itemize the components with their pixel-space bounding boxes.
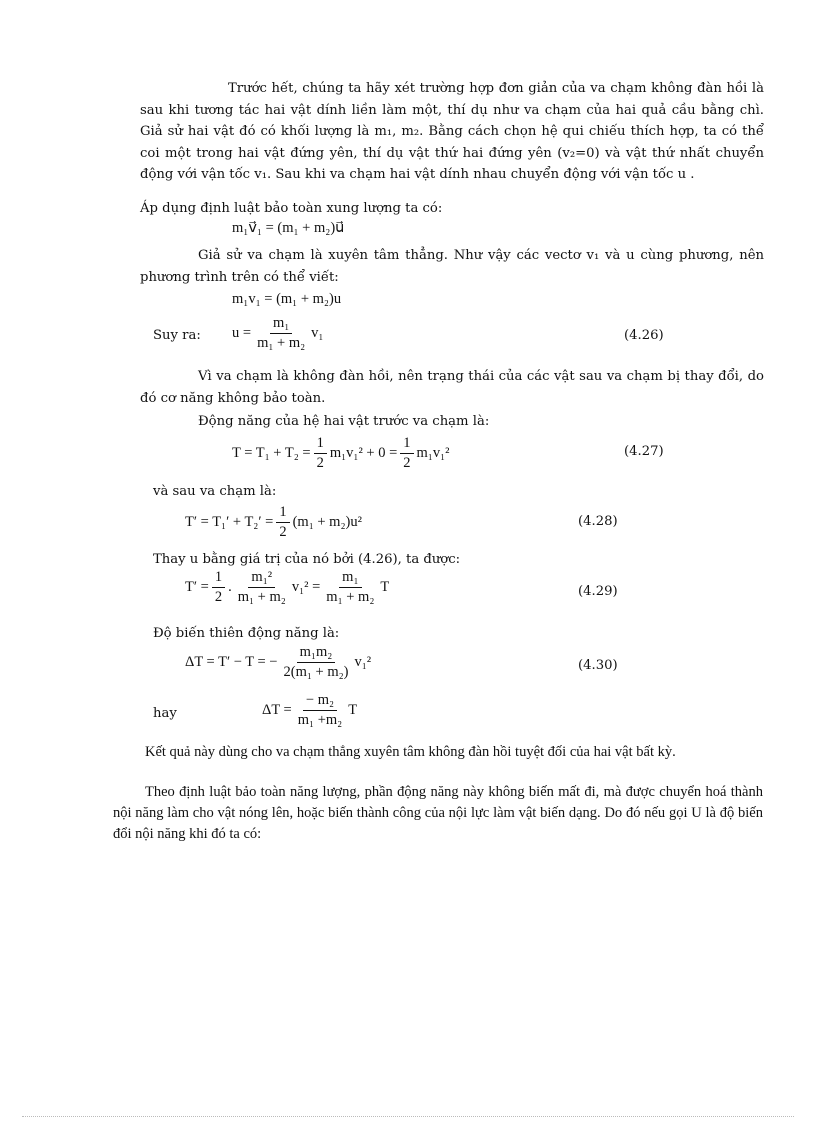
equation-momentum-vector: m₁v⃗₁ = (m₁ + m₂)u⃗ (232, 220, 345, 236)
numerator: m₁² (248, 570, 275, 588)
eq-4-30-b: v₁² (354, 654, 372, 670)
numerator: 1 (400, 436, 413, 454)
eq-4-28-b: (m₁ + m₂)u² (292, 514, 362, 530)
denominator: m₁ + m₂ (237, 589, 286, 605)
denominator: 2 (214, 589, 223, 605)
fraction (235, 570, 289, 605)
eq-4-29-a: T′ = (185, 579, 209, 595)
eq-4-27-c: m₁v₁² (416, 445, 450, 461)
equation-4-30 (185, 645, 371, 680)
paragraph-substitute: Thay u bằng giá trị của nó bởi (4.26), ta được: (153, 552, 461, 567)
page-bottom-divider (22, 1116, 794, 1117)
paragraph-intro: Trước hết, chúng ta hãy xét trường hợp đơn giản của va chạm không đàn hồi là sau khi tương tác hai vật dính liền làm một, thí dụ như va chạm của hai quả cầu bằng chì. Giả sử hai vật đó có khối lượng là m₁, m₂. Bằng cách chọn hệ qui chiếu thích hợp, ta có thể coi một trong hai vật đứng yên, thí dụ vật thứ hai đứng yên (v₂=0) và vật thứ nhất chuyển động với vận tốc v₁. Sau khi va chạm hai vật dính nhau chuyển động với vận tốc u . (140, 81, 764, 182)
equation-momentum-scalar: m₁v₁ = (m₁ + m₂)u (232, 291, 342, 307)
numerator: 1 (314, 436, 327, 454)
numerator: m₁ (339, 570, 361, 588)
eq-4-27-a: T = T₁ + T₂ = (232, 445, 311, 461)
paragraph-inelastic: Vì va chạm là không đàn hồi, nên trạng thái của các vật sau va chạm bị thay đổi, do đó cơ năng không bảo toàn. (140, 369, 764, 406)
fraction (295, 693, 345, 728)
numerator: m₁ (270, 316, 292, 334)
fraction-half (212, 570, 225, 605)
equation-number-4-29: (4.29) (578, 584, 618, 599)
eq-4-26-rhs: v₁ (311, 325, 324, 341)
numerator: m₁m₂ (297, 645, 336, 663)
fraction-half (400, 436, 413, 471)
eq-delta-t-a: ΔT = (262, 702, 292, 718)
label-suy-ra: Suy ra: (153, 328, 201, 343)
denominator: m₁ + m₂ (326, 589, 375, 605)
paragraph-central-collision: Giả sử va chạm là xuyên tâm thẳng. Như vậy các vectơ v₁ và u cùng phương, nên phương trình trên có thể viết: (140, 248, 764, 285)
equation-number-4-30: (4.30) (578, 658, 618, 673)
equation-number-4-27: (4.27) (624, 444, 664, 459)
paragraph-kinetic-before: Động năng của hệ hai vật trước va chạm là: (198, 414, 490, 429)
eq-4-29-b: v₁² = (291, 579, 321, 595)
eq-4-30-a: ΔT = T′ − T = − (185, 654, 278, 670)
fraction (323, 570, 377, 605)
equation-4-26 (232, 316, 323, 351)
paragraph-after: và sau va chạm là: (153, 484, 277, 499)
eq-4-29-c: T (380, 579, 390, 595)
eq-4-28-a: T′ = T₁′ + T₂′ = (185, 514, 274, 530)
fraction (254, 316, 308, 351)
eq-delta-t-b: T (348, 702, 358, 718)
equation-number-4-28: (4.28) (578, 514, 618, 529)
equation-delta-t (262, 693, 357, 728)
eq-4-26-lhs: u = (232, 325, 252, 341)
paragraph-delta-kinetic: Độ biến thiên động năng là: (153, 626, 340, 641)
fraction-half (314, 436, 327, 471)
denominator: 2(m₁ + m₂) (283, 664, 349, 680)
equation-4-29: T′ = $\frac{1}{2}$ . $\frac{\text{m₁²}}{\text{m₁ + m₂}}$ v₁² = $\frac{\text{m₁}}{\text{m₁ + m₂}}$ T (185, 569, 390, 605)
fraction (280, 645, 351, 680)
fraction-half (276, 505, 289, 540)
equation-4-28 (185, 505, 362, 540)
denominator: m₁ + m₂ (257, 335, 306, 351)
paragraph-momentum: Áp dụng định luật bảo toàn xung lượng ta có: (140, 201, 443, 216)
equation-4-27 (232, 436, 450, 471)
equation-number-4-26: (4.26) (624, 328, 664, 343)
denominator: m₁ +m₂ (297, 712, 343, 728)
label-hay: hay (153, 706, 177, 721)
numerator: 1 (212, 570, 225, 588)
eq-4-27-b: m₁v₁² + 0 = (329, 445, 398, 461)
numerator: 1 (276, 505, 289, 523)
denominator: 2 (403, 455, 411, 471)
denominator: 2 (279, 524, 287, 540)
denominator: 2 (316, 455, 324, 471)
numerator: − m₂ (303, 693, 337, 711)
paragraph-result: Kết quả này dùng cho va chạm thẳng xuyên tâm không đàn hồi tuyệt đối của hai vật bất kỳ. (145, 744, 676, 760)
paragraph-energy-conservation: Theo định luật bảo toàn năng lượng, phần động năng này không biến mất đi, mà được chuyển hoá thành nội năng làm cho vật nóng lên, hoặc biến thành công của nội lực làm vật biến dạng. Do đó nếu gọi U là độ biến đổi nội năng khi đó ta có: (113, 784, 763, 842)
